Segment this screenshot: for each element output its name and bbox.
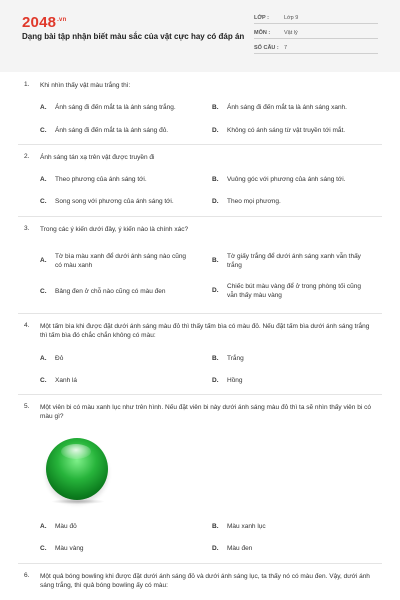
option-letter: C. xyxy=(40,545,47,552)
logo-text: 2048 xyxy=(22,14,57,31)
question-divider xyxy=(18,313,382,314)
option-letter: B. xyxy=(212,355,219,362)
option-text: Theo mọi phương. xyxy=(227,198,281,205)
option-letter: C. xyxy=(40,377,47,384)
question-number: 6. xyxy=(24,572,30,579)
option-letter: C. xyxy=(40,288,47,295)
option-text: Ánh sáng đi đến mắt ta là ánh sáng xanh. xyxy=(227,104,347,111)
option-letter: B. xyxy=(212,523,219,530)
option-letter: D. xyxy=(212,545,219,552)
marble-highlight xyxy=(61,444,91,459)
option-text: Tờ giấy trắng để dưới ánh sáng xanh vẫn thấy trắng xyxy=(227,253,361,270)
meta-subject xyxy=(254,27,378,39)
question-divider xyxy=(18,394,382,395)
option-text: Hồng xyxy=(227,377,243,384)
question-number: 1. xyxy=(24,81,30,88)
meta-key: LỚP : xyxy=(254,15,269,21)
option-text: Không có ánh sáng từ vật truyền tới mắt. xyxy=(227,127,346,134)
meta-question-count xyxy=(254,42,378,54)
question-text: Ánh sáng tán xạ trên vật được truyền đi xyxy=(40,154,155,161)
option-text: Theo phương của ánh sáng tới. xyxy=(55,176,147,183)
option-text: Màu vàng xyxy=(55,545,84,552)
question-text: Trong các ý kiến dưới đây, ý kiến nào là chính xác? xyxy=(40,226,189,233)
option-text: Ánh sáng đi đến mắt ta là ánh sáng trắng. xyxy=(55,104,176,111)
option-letter: D. xyxy=(212,287,219,294)
question-text: Một viên bi có màu xanh lục như trên hình. Nếu đặt viên bi này dưới ánh sáng màu đỏ thì ta sẽ nhìn thấy viên bi có màu gì? xyxy=(40,404,371,421)
question-divider xyxy=(18,216,382,217)
option-text: Xanh lá xyxy=(55,377,78,384)
option-text: Bảng đen ở chỗ nào cũng có màu đen xyxy=(55,288,166,295)
logo-suffix: .vn xyxy=(57,17,67,23)
option-letter: A. xyxy=(40,176,47,183)
question-text: Khi nhìn thấy vật màu trắng thì: xyxy=(40,82,131,89)
question-number: 2. xyxy=(24,153,30,160)
option-letter: A. xyxy=(40,257,47,264)
option-text: Đỏ xyxy=(55,355,64,362)
meta-grade xyxy=(254,12,378,24)
question-divider xyxy=(18,563,382,564)
option-text: Màu xanh lục xyxy=(227,523,266,530)
option-letter: A. xyxy=(40,355,47,362)
option-text: Vuông góc với phương của ánh sáng tới. xyxy=(227,176,346,183)
question-number: 4. xyxy=(24,322,30,329)
meta-value: Vật lý xyxy=(284,30,298,36)
question-text: Một tấm bìa khi được đặt dưới ánh sáng màu đỏ thì thấy tấm bìa có màu đỏ. Nếu đặt tấm bìa dưới ánh sáng trắng thì tấm bìa đó chắc chắn không có màu: xyxy=(40,323,370,340)
question-divider xyxy=(18,144,382,145)
meta-value: Lớp 9 xyxy=(284,15,299,21)
question-number: 5. xyxy=(24,403,30,410)
meta-key: MÔN : xyxy=(254,30,271,36)
document-title: Dạng bài tập nhận biết màu sắc của vật cực hay có đáp án xyxy=(22,32,245,41)
option-letter: B. xyxy=(212,104,219,111)
option-text: Ánh sáng đi đến mắt ta là ánh sáng đỏ. xyxy=(55,127,169,134)
meta-value: 7 xyxy=(284,45,288,51)
option-letter: A. xyxy=(40,104,47,111)
option-text: Tờ bìa màu xanh để dưới ánh sáng nào cũng có màu xanh xyxy=(55,253,187,270)
option-letter: A. xyxy=(40,523,47,530)
meta-key: SỐ CÂU : xyxy=(254,45,279,51)
site-logo[interactable] xyxy=(22,14,66,31)
option-text: Trắng xyxy=(227,355,244,362)
document-header xyxy=(0,0,400,72)
option-text: Chiếc bút màu vàng để ở trong phòng tối cũng vẫn thấy màu vàng xyxy=(227,283,361,300)
option-letter: D. xyxy=(212,198,219,205)
option-letter: C. xyxy=(40,198,47,205)
option-text: Màu đen xyxy=(227,545,253,552)
question-number: 3. xyxy=(24,225,30,232)
option-letter: B. xyxy=(212,257,219,264)
option-letter: C. xyxy=(40,127,47,134)
option-letter: D. xyxy=(212,127,219,134)
option-letter: D. xyxy=(212,377,219,384)
question-text: Một quả bóng bowling khi được đặt dưới ánh sáng đỏ và dưới ánh sáng lục, ta thấy nó có màu đen. Vậy, dưới ánh sáng trắng, thì quả bóng bowling ấy có màu: xyxy=(40,573,370,590)
option-text: Màu đỏ xyxy=(55,523,77,530)
option-text: Song song với phương của ánh sáng tới. xyxy=(55,198,174,205)
option-letter: B. xyxy=(212,176,219,183)
